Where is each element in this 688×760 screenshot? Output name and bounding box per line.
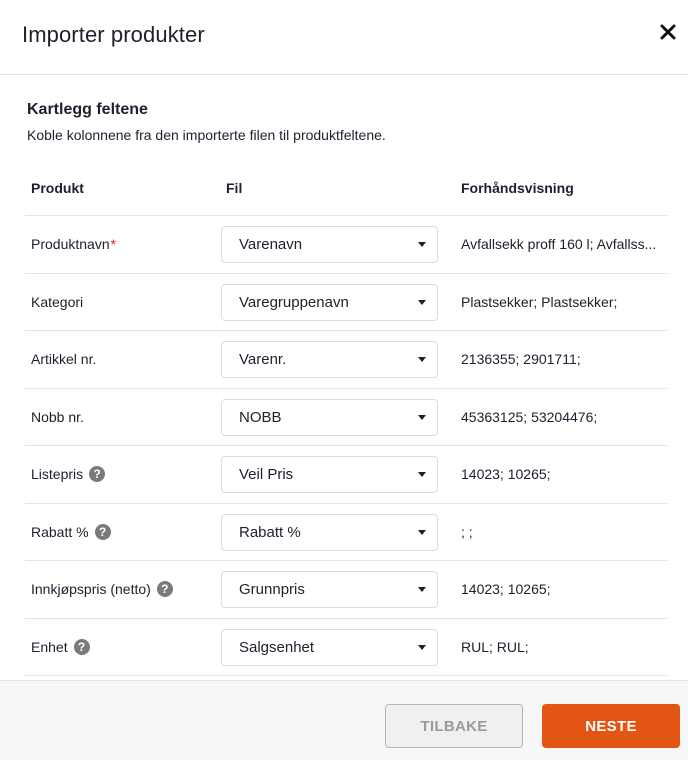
field-label <box>31 446 105 502</box>
table-row <box>25 446 667 504</box>
field-select-listepris[interactable] <box>221 456 438 493</box>
dialog-title: Importer produkter <box>22 22 205 47</box>
field-label-text: Innkjøpspris (netto) <box>31 581 151 597</box>
next-button[interactable]: NESTE <box>542 704 680 748</box>
dialog-footer <box>0 680 688 760</box>
caret-down-icon <box>418 645 426 650</box>
required-marker: * <box>110 236 117 252</box>
preview-value: RUL; RUL; <box>461 638 529 655</box>
select-value: Grunnpris <box>239 581 305 598</box>
section-description: Koble kolonnene fra den importerte filen til produktfeltene. <box>27 127 386 143</box>
preview-value: 14023; 10265; <box>461 466 551 482</box>
dialog-header <box>0 0 688 75</box>
field-select-rabatt[interactable] <box>221 514 438 551</box>
preview-value: Plastsekker; Plastsekker; <box>461 293 618 310</box>
table-row <box>25 504 667 562</box>
select-value: Rabatt % <box>239 523 301 541</box>
dialog-content <box>0 76 688 680</box>
preview-value: 45363125; 53204476; <box>461 408 598 425</box>
field-label-text: Kategori <box>31 293 84 310</box>
preview-value: ; ; <box>461 523 473 540</box>
caret-down-icon <box>418 300 426 305</box>
caret-down-icon <box>418 472 426 477</box>
back-button[interactable]: TILBAKE <box>385 704 523 748</box>
field-select-nobb-nr[interactable] <box>221 399 438 436</box>
select-value: NOBB <box>239 408 282 426</box>
table-header <box>25 161 667 216</box>
caret-down-icon <box>418 242 426 247</box>
select-value: Varenr. <box>239 351 287 368</box>
help-icon[interactable]: ? <box>89 466 105 482</box>
caret-down-icon <box>418 587 426 592</box>
table-row <box>25 389 667 447</box>
table-row <box>25 331 667 389</box>
field-label <box>31 504 111 560</box>
field-label-text: Artikkel nr. <box>31 351 97 367</box>
field-select-enhet[interactable] <box>221 629 438 666</box>
field-select-kategori[interactable] <box>221 284 438 321</box>
select-value: Varenavn <box>239 236 303 253</box>
section-title: Kartlegg feltene <box>27 101 148 118</box>
field-select-artikkel-nr[interactable] <box>221 341 438 378</box>
field-label <box>31 561 173 617</box>
field-label <box>31 389 84 445</box>
field-label-text: Listepris <box>31 466 84 482</box>
field-select-produktnavn[interactable] <box>221 226 438 263</box>
table-row <box>25 561 667 619</box>
caret-down-icon <box>418 357 426 362</box>
field-label-text: Nobb nr. <box>31 408 84 425</box>
caret-down-icon <box>418 530 426 535</box>
close-icon[interactable] <box>654 18 682 46</box>
field-label <box>31 619 90 675</box>
select-value: Veil Pris <box>239 466 294 483</box>
table-row <box>25 216 667 274</box>
field-label <box>31 216 116 272</box>
field-label <box>31 331 96 387</box>
preview-value: 14023; 10265; <box>461 581 551 597</box>
column-header-product: Produkt <box>31 180 84 196</box>
table-row <box>25 619 667 677</box>
caret-down-icon <box>418 415 426 420</box>
select-value: Salgsenhet <box>239 638 315 656</box>
field-select-innkjopspris[interactable] <box>221 571 438 608</box>
field-label-text: Produktnavn <box>31 236 110 252</box>
help-icon[interactable]: ? <box>157 581 173 597</box>
table-row <box>25 274 667 332</box>
column-header-file: Fil <box>226 180 243 196</box>
preview-value: 2136355; 2901711; <box>461 351 581 367</box>
field-label-text: Enhet <box>31 638 68 655</box>
field-label <box>31 274 83 330</box>
select-value: Varegruppenavn <box>239 293 349 311</box>
field-label-text: Rabatt % <box>31 523 89 540</box>
column-header-preview: Forhåndsvisning <box>461 180 574 196</box>
help-icon[interactable]: ? <box>95 524 111 540</box>
preview-value: Avfallsekk proff 160 l; Avfallss... <box>461 236 657 252</box>
mapping-table <box>25 161 667 676</box>
help-icon[interactable]: ? <box>74 639 90 655</box>
